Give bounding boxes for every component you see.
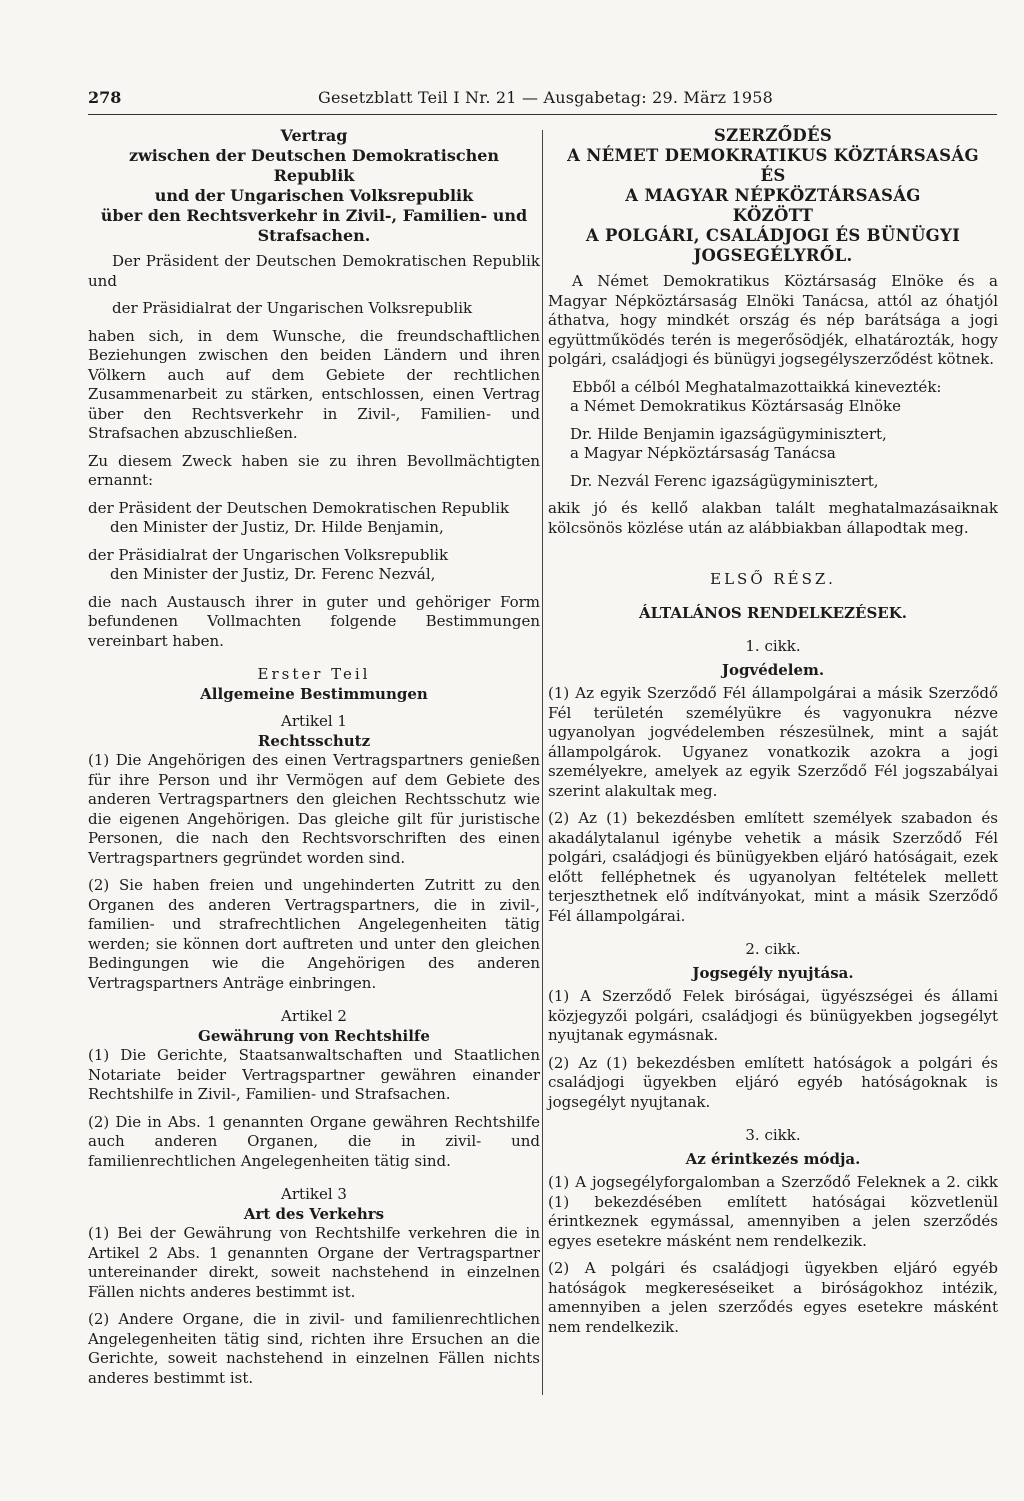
- preamble-paragraph: A Német Demokratikus Köztársaság Elnöke és a Magyar Népköztársaság Elnöki Tanácsa, attól az óhatjól áthatva, hogy mindkét ország és nép barátsága a jogi együttműködés terén is megerősödjék, elhatározták, hogy polgári, családjogi és bünügyi jogsegélyszerződést kötnek.: [548, 272, 998, 368]
- part-subtitle: ÁLTALÁNOS RENDELKEZÉSEK.: [639, 603, 907, 622]
- preamble-paragraph: der Präsidialrat der Ungarischen Volksrepublik: [112, 299, 473, 317]
- plenipotentiary-line: Dr. Hilde Benjamin igazságügyminisztert,: [570, 424, 887, 443]
- article-paragraph: (2) Die in Abs. 1 genannten Organe gewähren Rechtshilfe auch anderen Organen, die in zivil- und familienrechtlichen Angelegenheiten tätig sind.: [88, 1112, 540, 1170]
- article-title: Gewährung von Rechtshilfe: [198, 1026, 430, 1045]
- article-number: Artikel 1: [281, 712, 347, 730]
- header-rule: [88, 114, 997, 115]
- preamble-paragraph: Zu diesem Zweck haben sie zu ihren Bevollmächtigten ernannt:: [88, 451, 540, 489]
- treaty-title-line-1: SZERZŐDÉS: [713, 126, 833, 145]
- german-column: [88, 126, 540, 1396]
- article-title: Rechtsschutz: [257, 731, 371, 750]
- article-paragraph: (1) Az egyik Szerződő Fél állampolgárai a másik Szerződő Fél területén személyükre és vagyonukra nézve ugyanolyan jogvédelemben részesülnek, mint a saját állampolgárok. Ugyanez vonatkozik azokra a jogi személyekre, amelyek az egyik Szerződő Fél jogszabályai szerint alakultak meg.: [548, 684, 998, 800]
- article-number: Artikel 2: [281, 1007, 347, 1025]
- treaty-title-line-7: JOGSEGÉLYRŐL.: [693, 246, 853, 265]
- treaty-title-line-2: zwischen der Deutschen Demokratischen Republik: [128, 146, 500, 185]
- article-title: Az érintkezés módja.: [685, 1149, 861, 1168]
- treaty-title-line-3: und der Ungarischen Volksrepublik: [154, 186, 474, 205]
- page-number: 278: [88, 88, 122, 107]
- treaty-title-line-5: Strafsachen.: [257, 226, 371, 245]
- plenipotentiary-line: Dr. Nezvál Ferenc igazságügyminisztert,: [570, 471, 879, 490]
- hungarian-column: [548, 126, 998, 1345]
- article-title: Jogsegély nyujtása.: [692, 963, 854, 982]
- treaty-title-line-1: Vertrag: [280, 126, 348, 145]
- article-paragraph: (2) Sie haben freien und ungehinderten Zutritt zu den Organen des anderen Vertragspartners, die in zivil-, familien- und strafrechtlichen Angelegenheiten tätig werden; sie können dort auftreten und unter den gleichen Bedingungen wie die Angehörigen des anderen Vertragspartners Anträge einbringen.: [88, 876, 540, 992]
- preamble-paragraph: die nach Austausch ihrer in guter und gehöriger Form befundenen Vollmachten folgende Bestimmungen vereinbart haben.: [88, 592, 540, 650]
- article-paragraph: (2) Az (1) bekezdésben említett hatóságok a polgári és családjogi ügyekben eljáró egyéb hatóságoknak is jogsegélyt nyujtanak.: [548, 1053, 998, 1111]
- treaty-title-line-5: KÖZÖTT: [732, 206, 814, 225]
- treaty-title-line-4: A MAGYAR NÉPKÖZTÁRSASÁG: [625, 186, 921, 205]
- part-subtitle: Allgemeine Bestimmungen: [200, 684, 428, 703]
- treaty-title-line-3: ÉS: [760, 166, 786, 185]
- running-title: Gesetzblatt Teil I Nr. 21 — Ausgabetag: 29. März 1958: [318, 88, 774, 107]
- plenipotentiary-line: Ebből a célból Meghatalmazottaikká kinevezték:: [572, 377, 942, 396]
- article-paragraph: (2) Az (1) bekezdésben említett személyek szabadon és akadálytalanul igénybe vehetik a másik Szerződő Fél polgári, családjogi és bünügyekben eljáró hatóságait, ezek előtt felléphetnek és ugyanolyan feltételek mellett terjeszthetnek elő indítványokat, mint a másik Szerződő Fél állampolgárai.: [548, 809, 998, 925]
- article-paragraph: (1) Bei der Gewährung von Rechtshilfe verkehren die in Artikel 2 Abs. 1 genannten Organe der Vertragspartner untereinander direkt, soweit nachstehend in einzelnen Fällen nichts anderes bestimmt ist.: [88, 1224, 540, 1301]
- article-title: Jogvédelem.: [721, 660, 825, 679]
- preamble-paragraph: Der Präsident der Deutschen Demokratischen Republik und: [88, 252, 540, 290]
- article-paragraph: (1) A jogsegélyforgalomban a Szerződő Feleknek a 2. cikk (1) bekezdésében említett hatóságai közvetlenül érintkeznek egymással, amennyiben a jelen szerződés egyes esetekre másként nem rendelkezik.: [548, 1173, 998, 1250]
- article-paragraph: (1) Die Angehörigen des einen Vertragspartners genießen für ihre Person und ihr Vermögen auf dem Gebiete des anderen Vertragspartners den gleichen Rechtsschutz wie die eigenen Angehörigen. Das gleiche gilt für juristische Personen, die nach den Rechtsvorschriften des einen Vertragspartners gegründet worden sind.: [88, 751, 540, 867]
- treaty-title-line-4: über den Rechtsverkehr in Zivil-, Familien- und: [100, 206, 528, 225]
- article-paragraph: (2) Andere Organe, die in zivil- und familienrechtlichen Angelegenheiten tätig sind, richten ihre Ersuchen an die Gerichte, soweit nachstehend in einzelnen Fällen nichts anderes bestimmt ist.: [88, 1310, 540, 1387]
- article-number: 1. cikk.: [745, 637, 801, 655]
- treaty-title-line-6: A POLGÁRI, CSALÁDJOGI ÉS BÜNÜGYI: [585, 226, 961, 245]
- plenipotentiary-line: der Präsidialrat der Ungarischen Volksrepublik: [88, 545, 449, 564]
- column-divider: [542, 130, 543, 1395]
- article-number: 3. cikk.: [745, 1126, 801, 1144]
- plenipotentiary-line: den Minister der Justiz, Dr. Hilde Benjamin,: [110, 518, 444, 536]
- part-title: ELSŐ RÉSZ.: [710, 570, 836, 588]
- part-title: Erster Teil: [257, 665, 371, 683]
- plenipotentiary-line: a Magyar Népköztársaság Tanácsa: [570, 444, 836, 462]
- preamble-paragraph: akik jó és kellő alakban talált meghatalmazásaiknak kölcsönös közlése után az alábbiakban állapodtak meg.: [548, 499, 998, 537]
- article-paragraph: (1) Die Gerichte, Staatsanwaltschaften und Staatlichen Notariate beider Vertragspartner gewähren einander Rechtshilfe in Zivil-, Familien- und Strafsachen.: [88, 1046, 540, 1103]
- treaty-title-line-2: A NÉMET DEMOKRATIKUS KÖZTÁRSASÁG: [567, 146, 979, 165]
- article-paragraph: (1) A Szerződő Felek biróságai, ügyészségei és állami közjegyzői polgári, családjogi és bünügyekben jogsegélyt nyujtanak egymásnak.: [548, 987, 998, 1044]
- article-number: Artikel 3: [281, 1185, 347, 1203]
- article-number: 2. cikk.: [745, 940, 801, 958]
- plenipotentiary-line: den Minister der Justiz, Dr. Ferenc Nezvál,: [110, 565, 436, 583]
- plenipotentiary-line: a Német Demokratikus Köztársaság Elnöke: [570, 397, 901, 415]
- plenipotentiary-line: der Präsident der Deutschen Demokratischen Republik: [88, 498, 510, 517]
- article-title: Art des Verkehrs: [243, 1204, 385, 1223]
- article-paragraph: (2) A polgári és családjogi ügyekben eljáró egyéb hatóságok megkereséseiket a biróságokhoz intézik, amennyiben a jelen szerződés egyes esetekre másként nem rendelkezik.: [548, 1259, 998, 1336]
- preamble-paragraph: haben sich, in dem Wunsche, die freundschaftlichen Beziehungen zwischen den beiden Ländern und ihren Völkern auch auf dem Gebiete der rechtlichen Zusammenarbeit zu stärken, entschlossen, einen Vertrag über den Rechtsverkehr in Zivil-, Familien- und Strafsachen abzuschließen.: [88, 326, 540, 442]
